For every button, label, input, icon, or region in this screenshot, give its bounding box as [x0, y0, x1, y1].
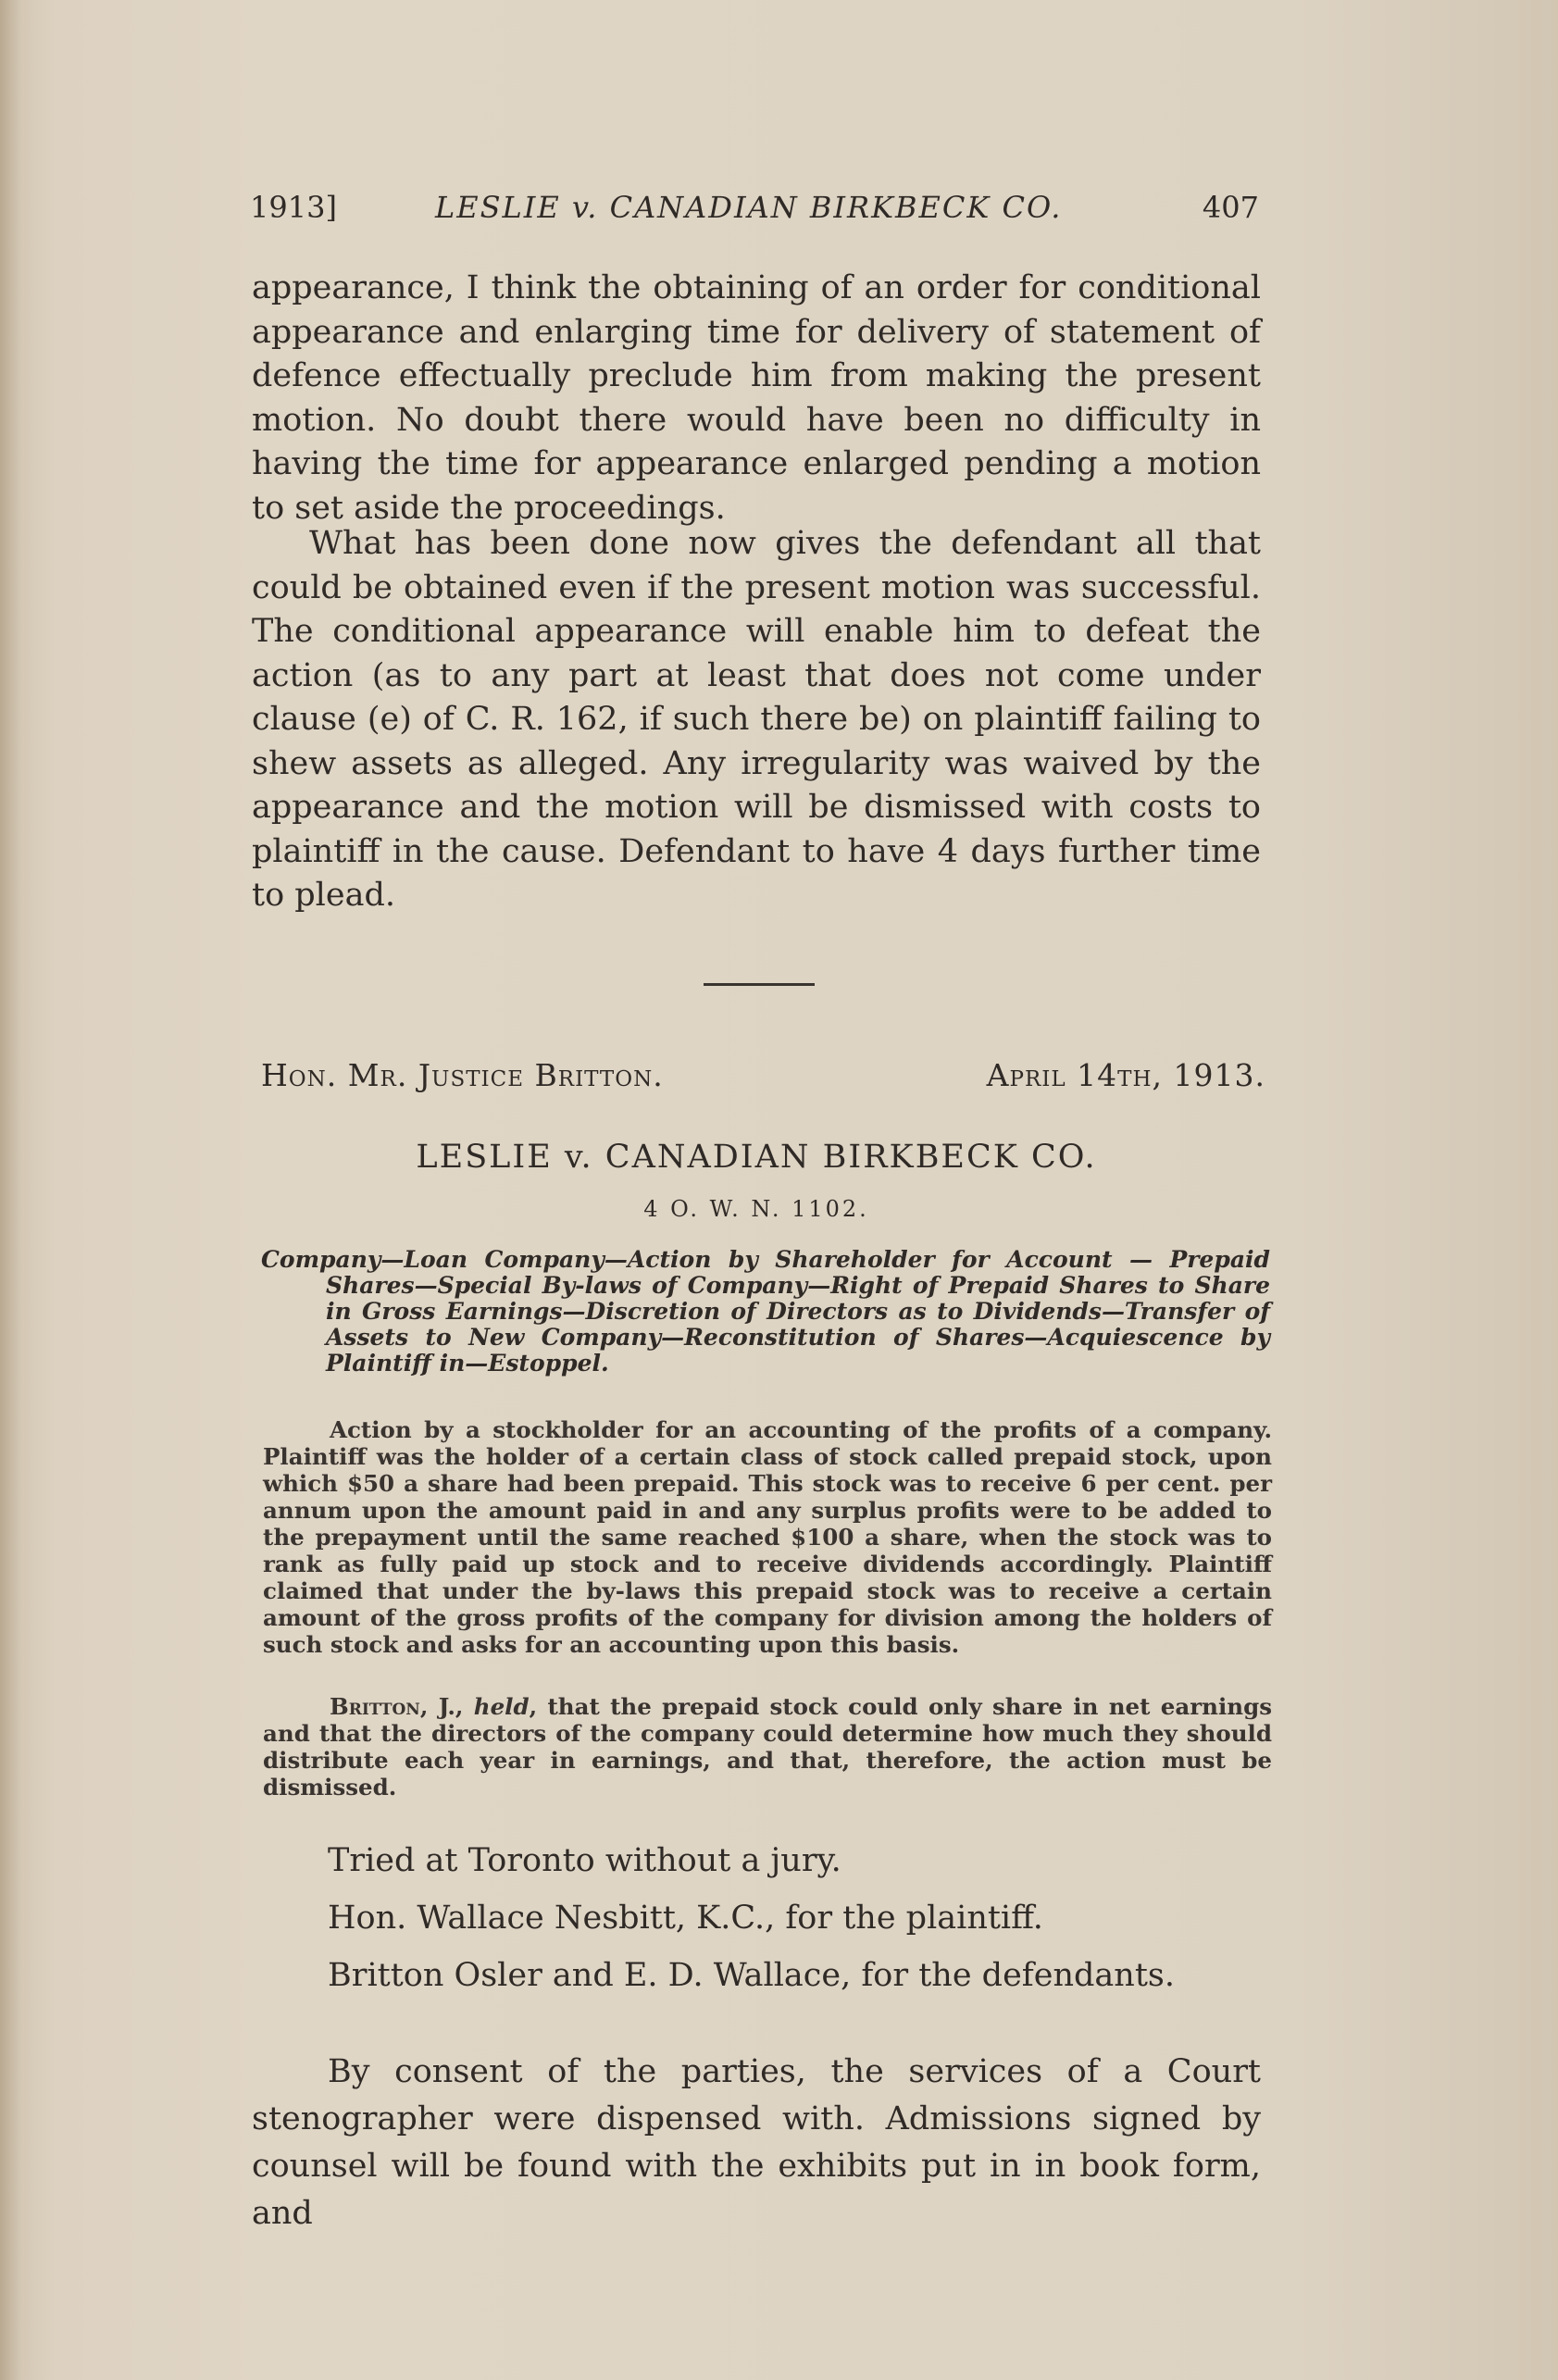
- running-header: [250, 190, 1259, 236]
- paragraph-ruling: What has been done now gives the defendant all that could be obtained even if the present motion was successful. The conditional appearance will enable him to defeat the action (as to any part at least that does not come under clause (e) of C. R. 162, if such there be) on plaintiff failing to shew assets as alleged. Any irregularity was waived by the appearance and the motion will be dismissed with costs to plaintiff in the cause. Defendant to have 4 days further time to plead.: [252, 525, 1261, 914]
- page-gutter: [0, 0, 20, 2380]
- paragraph-continuation: appearance, I think the obtaining of an order for conditional appearance and enlarging time for delivery of statement of defence effectually preclude him from making the present motion. No doubt there would have been no difficulty in having the time for appearance enlarged pending a motion to set aside the proceedings.: [252, 269, 1261, 527]
- case-holding: [263, 1693, 1272, 1801]
- case-title: LESLIE v. CANADIAN BIRKBECK CO.: [416, 1139, 1097, 1176]
- trial-venue: Tried at Toronto without a jury.: [328, 1842, 841, 1879]
- header-year: 1913]: [250, 190, 337, 225]
- holding-judge-name: Britton: [330, 1693, 420, 1720]
- case-summary: Action by a stockholder for an accounting of the profits of a company. Plaintiff was the holder of a certain class of stock called prepaid stock, upon which $50 a share had been prepaid. This stock was to receive 6 per cent. per annum upon the amount paid in and any surplus profits were to be added to the prepayment until the same reached $100 a share, when the stock was to rank as fully paid up stock and to receive dividends accordingly. Plaintiff claimed that under the by-laws this prepaid stock was to receive a certain amount of the gross profits of the company for division among the holders of such stock and asks for an accounting upon this basis.: [263, 1416, 1272, 1658]
- holding-text: , that the prepaid stock could only share in net earnings and that the directors of the company could determine how much they should distribute each year in earnings, and that, therefore, the action must be dismissed.: [263, 1693, 1272, 1801]
- case-date: April 14th, 1913.: [986, 1057, 1265, 1093]
- headnote-catchwords: Company—Loan Company—Action by Shareholder for Account — Prepaid Shares—Special By-laws of Company—Right of Prepaid Shares to Share in Gross Earnings—Discretion of Directors as to Dividends—Transfer of Assets to New Company—Reconstitution of Shares—Acquiescence by Plaintiff in—Estoppel.: [261, 1246, 1270, 1377]
- case-judge-date-line: [261, 1057, 1265, 1098]
- plaintiff-counsel: Hon. Wallace Nesbitt, K.C., for the plaintiff.: [328, 1900, 1043, 1937]
- paragraph-closing: By consent of the parties, the services of a Court stenographer were dispensed with. Admissions signed by counsel will be found with the exhibits put in in book form, and: [252, 2053, 1261, 2232]
- page-number: 407: [1202, 190, 1259, 225]
- judge-name: Hon. Mr. Justice Britton.: [261, 1057, 664, 1093]
- running-title: LESLIE v. CANADIAN BIRKBECK CO.: [435, 190, 1063, 225]
- holding-judge-suffix: , J.,: [419, 1693, 474, 1720]
- case-citation: 4 O. W. N. 1102.: [643, 1196, 869, 1222]
- holding-held: held: [473, 1693, 530, 1720]
- section-divider: [704, 983, 815, 986]
- defendant-counsel: Britton Osler and E. D. Wallace, for the defendants.: [328, 1957, 1175, 1994]
